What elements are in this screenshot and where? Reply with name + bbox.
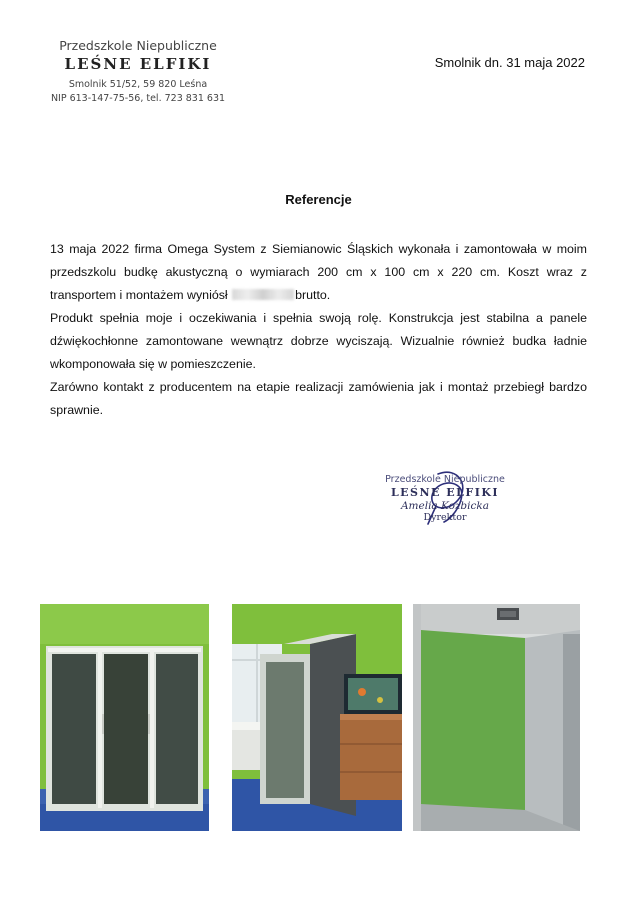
paragraph-2: Produkt spełnia moje i oczekiwania i spełnia swoją rolę. Konstrukcja jest stabilna a panele dźwiękochłonne zamontowane wewnątrz dobrze wyciszają. Wizualnie również budka ładnie wkomponowała się w pomieszczenie.	[50, 311, 587, 371]
letterhead	[38, 38, 238, 104]
letter-date: Smolnik dn. 31 maja 2022	[434, 55, 585, 70]
letterhead-org: Przedszkole Niepubliczne	[59, 38, 217, 53]
stamp-role: Dyrektor	[423, 512, 467, 523]
letterhead-address: Smolnik 51/52, 59 820 Leśna	[68, 79, 208, 90]
photo-booth-room	[232, 604, 402, 831]
photo-booth-front	[40, 604, 209, 831]
letterhead-name: LEŚNE ELFIKI	[64, 55, 212, 73]
stamp	[380, 474, 510, 523]
redacted-amount	[232, 289, 294, 300]
stamp-person: Amelia Kozbicka	[400, 500, 490, 512]
paragraph-1	[50, 238, 587, 307]
paragraph-3: Zarówno kontakt z producentem na etapie realizacji zamówienia jak i montaż przebiegł bardzo sprawnie.	[50, 380, 587, 417]
photo-booth-interior	[413, 604, 580, 831]
letter-body	[50, 238, 587, 422]
document-title: Referencje	[285, 192, 352, 207]
stamp-org: Przedszkole Niepubliczne	[385, 474, 505, 485]
paragraph-1-text: 13 maja 2022 firma Omega System z Siemianowic Śląskich wykonała i zamontowała w moim przedszkolu budkę akustyczną o wymiarach 200 cm x 100 cm x 220 cm. Koszt wraz z transportem i montażem wyniósł	[50, 242, 587, 302]
letterhead-ids: NIP 613-147-75-56, tel. 723 831 631	[50, 93, 226, 104]
stamp-name: LEŚNE ELFIKI	[390, 486, 500, 499]
paragraph-1-end: brutto.	[295, 288, 331, 302]
